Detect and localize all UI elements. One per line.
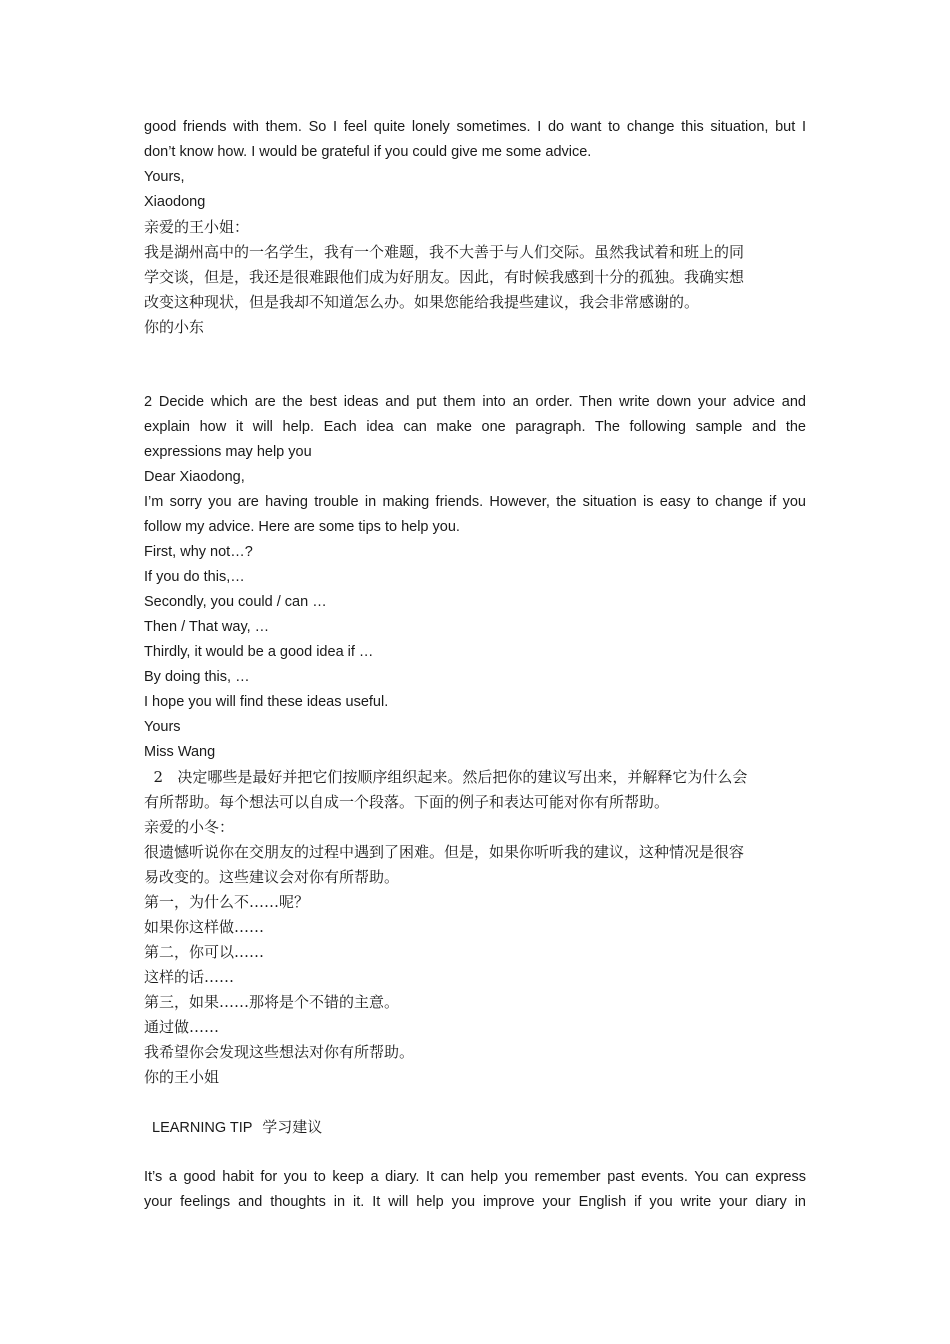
letter-zh-section (144, 215, 806, 340)
document-body (144, 115, 806, 1215)
paragraph-line: follow my advice. Here are some tips to help you. (144, 519, 460, 535)
salutation-line: 亲爱的王小姐： (144, 218, 250, 236)
letter-en-section (144, 115, 806, 215)
spacer (144, 1090, 806, 1115)
expression-line: 这样的话…… (144, 968, 235, 986)
paragraph-line: It’s a good habit for you to keep a diary. It can help you remember past events. You can express (144, 1169, 806, 1185)
signature-line: 你的小东 (144, 318, 205, 336)
signature-line: Miss Wang (144, 744, 216, 760)
paragraph-line: 很遗憾听说你在交朋友的过程中遇到了困难。但是，如果你听听我的建议，这种情况是很容 (144, 843, 745, 861)
instruction-line: 2 Decide which are the best ideas and put them into an order. Then write down your advice and (144, 394, 806, 410)
instruction-line: explain how it will help. Each idea can make one paragraph. The following sample and the (144, 419, 806, 435)
salutation-line: Dear Xiaodong, (144, 469, 245, 485)
expression-line: 如果你这样做…… (144, 918, 265, 936)
expression-line: First, why not…? (144, 544, 253, 560)
expression-line: 通过做…… (144, 1018, 220, 1036)
paragraph-line: 改变这种现状，但是我却不知道怎么办。如果您能给我提些建议，我会非常感谢的。 (144, 293, 700, 311)
paragraph-line: 我是湖州高中的一名学生，我有一个难题，我不大善于与人们交际。虽然我试着和班上的同 (144, 243, 745, 261)
paragraph-line: I hope you will find these ideas useful. (144, 694, 389, 710)
instruction-line: expressions may help you (144, 444, 312, 460)
spacer (144, 1140, 806, 1165)
paragraph-line: good friends with them. So I feel quite lonely sometimes. I do want to change this situation, but I (144, 119, 806, 135)
expression-line: 第三，如果……那将是个不错的主意。 (144, 993, 400, 1011)
expression-line: By doing this, … (144, 669, 250, 685)
signature-line: Xiaodong (144, 194, 206, 210)
closing-line: Yours (144, 719, 181, 735)
paragraph-line: 我希望你会发现这些想法对你有所帮助。 (144, 1043, 415, 1061)
learning-tip-body (144, 1165, 806, 1215)
expression-line: Thirdly, it would be a good idea if … (144, 644, 374, 660)
expression-line: If you do this,… (144, 569, 245, 585)
expression-line: 第二，你可以…… (144, 943, 265, 961)
learning-tip-label-zh: 学习建议 (262, 1118, 323, 1136)
learning-tip-label: LEARNING TIP (152, 1120, 253, 1136)
instruction-line: 有所帮助。每个想法可以自成一个段落。下面的例子和表达可能对你有所帮助。 (144, 793, 670, 811)
paragraph-line: your feelings and thoughts in it. It will help you improve your English if you write your diary in (144, 1194, 806, 1210)
paragraph-line: 学交谈，但是，我还是很难跟他们成为好朋友。因此，有时候我感到十分的孤独。我确实想 (144, 268, 745, 286)
task2-zh-section (144, 765, 806, 1090)
spacer (144, 340, 806, 390)
salutation-line: 亲爱的小冬： (144, 818, 235, 836)
instruction-line: 2 决定哪些是最好并把它们按顺序组织起来。然后把你的建议写出来，并解释它为什么会 (144, 768, 748, 786)
expression-line: Then / That way, … (144, 619, 270, 635)
expression-line: Secondly, you could / can … (144, 594, 327, 610)
paragraph-line: don’t know how. I would be grateful if you could give me some advice. (144, 144, 592, 160)
expression-line: 第一，为什么不……呢？ (144, 893, 310, 911)
signature-line: 你的王小姐 (144, 1068, 220, 1086)
task2-en-section (144, 390, 806, 765)
paragraph-line: 易改变的。这些建议会对你有所帮助。 (144, 868, 400, 886)
learning-tip-heading (144, 1115, 806, 1140)
closing-line: Yours, (144, 169, 185, 185)
paragraph-line: I’m sorry you are having trouble in making friends. However, the situation is easy to change if you (144, 494, 806, 510)
